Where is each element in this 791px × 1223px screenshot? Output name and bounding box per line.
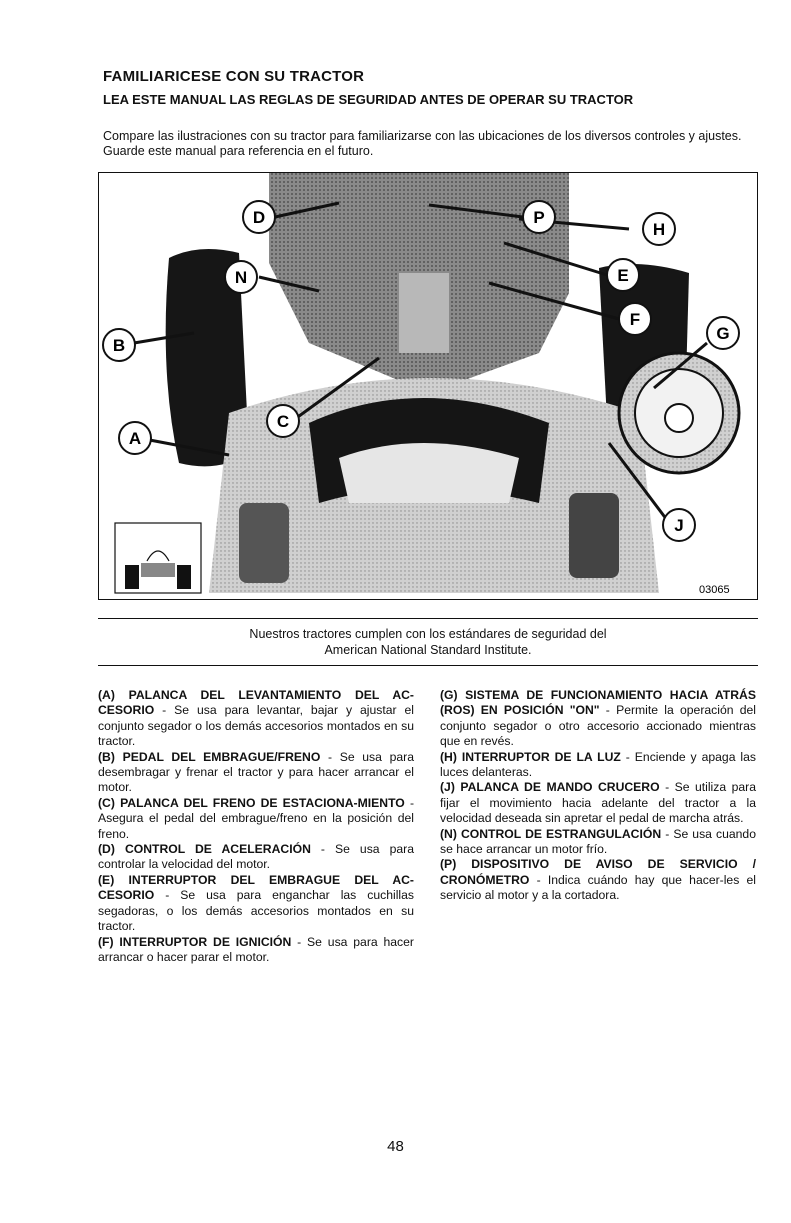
controls-list-right xyxy=(440,688,756,904)
page-title: FAMILIARICESE CON SU TRACTOR xyxy=(103,68,365,85)
svg-text:H: H xyxy=(652,220,666,239)
caption-line-2: American National Standard Institute. xyxy=(324,643,532,657)
callout-e xyxy=(607,259,639,291)
item-h: (H) INTERRUPTOR DE LA LUZ - Enciende y apaga las luces delanteras. xyxy=(440,749,756,780)
callout-b xyxy=(103,329,135,361)
page-number: 48 xyxy=(387,1138,404,1155)
callout-n xyxy=(225,261,257,293)
svg-text:A: A xyxy=(128,429,142,448)
figure-code: 03065 xyxy=(699,584,730,596)
right-lever xyxy=(569,493,619,578)
page-subtitle: LEA ESTE MANUAL LAS REGLAS DE SEGURIDAD ANTES DE OPERAR SU TRACTOR xyxy=(103,92,634,107)
item-e: (E) INTERRUPTOR DEL EMBRAGUE DEL AC-CESORIO - Se usa para enganchar las cuchillas segadoras, o los demás accesorios montados en su tractor. xyxy=(98,872,414,934)
callout-p xyxy=(523,201,555,233)
seat-inner xyxy=(339,443,519,503)
callout-j xyxy=(663,509,695,541)
svg-text:D: D xyxy=(252,208,266,227)
caption-rule-bottom xyxy=(98,665,758,666)
callout-c xyxy=(267,405,299,437)
safety-caption xyxy=(98,626,758,658)
svg-text:G: G xyxy=(716,324,730,343)
item-j: (J) PALANCA DE MANDO CRUCERO - Se utiliza para fijar el movimiento hacia adelante del tractor a la velocidad deseada sin apretar el pedal de marcha atrás. xyxy=(440,780,756,826)
callout-f xyxy=(619,303,651,335)
callout-d xyxy=(243,201,275,233)
svg-text:P: P xyxy=(533,208,545,227)
tractor-controls-illustration xyxy=(98,172,758,600)
item-g: (G) SISTEMA DE FUNCIONAMIENTO HACIA ATRÁS (ROS) EN POSICIÓN "ON" - Permite la operación del conjunto segador o otro accesorio accionado mientras que en revés. xyxy=(440,688,756,749)
item-p: (P) DISPOSITIVO DE AVISO DE SERVICIO / CRONÓMETRO - Indica cuándo hay que hacer-les el servicio al motor y a la cortadora. xyxy=(440,857,756,903)
item-n: (N) CONTROL DE ESTRANGULACIÓN - Se usa cuando se hace arrancar un motor frío. xyxy=(440,826,756,857)
item-a: (A) PALANCA DEL LEVANTAMIENTO DEL AC-CESORIO - Se usa para levantar, bajar y ajustar el conjunto segador o los demás accesorios montados en su tractor. xyxy=(98,688,414,749)
steering-column xyxy=(399,273,449,353)
svg-text:E: E xyxy=(617,266,629,285)
item-d: (D) CONTROL DE ACELERACIÓN - Se usa para controlar la velocidad del motor. xyxy=(98,842,414,872)
callout-h xyxy=(643,213,675,245)
tractor-drawing xyxy=(99,173,758,600)
svg-text:C: C xyxy=(276,412,290,431)
item-f: (F) INTERRUPTOR DE IGNICIÓN - Se usa para hacer arrancar o hacer parar el motor. xyxy=(98,934,414,964)
svg-text:B: B xyxy=(112,336,126,355)
caption-rule-top xyxy=(98,618,758,619)
item-b: (B) PEDAL DEL EMBRAGUE/FRENO - Se usa para desembragar y frenar el tractor y para hacer arrancar el motor. xyxy=(98,749,414,795)
left-lever xyxy=(239,503,289,583)
svg-text:N: N xyxy=(234,268,248,287)
svg-text:F: F xyxy=(629,310,641,329)
callout-g xyxy=(707,317,739,349)
callout-a xyxy=(119,422,151,454)
item-c: (C) PALANCA DEL FRENO DE ESTACIONA-MIENTO - Asegura el pedal del embrague/freno en la posición del freno. xyxy=(98,795,414,841)
caption-line-1: Nuestros tractores cumplen con los estándares de seguridad del xyxy=(249,627,607,641)
svg-text:J: J xyxy=(674,516,684,535)
intro-paragraph: Compare las ilustraciones con su tractor para familiarizarse con las ubicaciones de los diversos controles y ajustes. Guarde este manual para referencia en el futuro. xyxy=(103,129,742,158)
controls-list-left xyxy=(98,688,414,965)
